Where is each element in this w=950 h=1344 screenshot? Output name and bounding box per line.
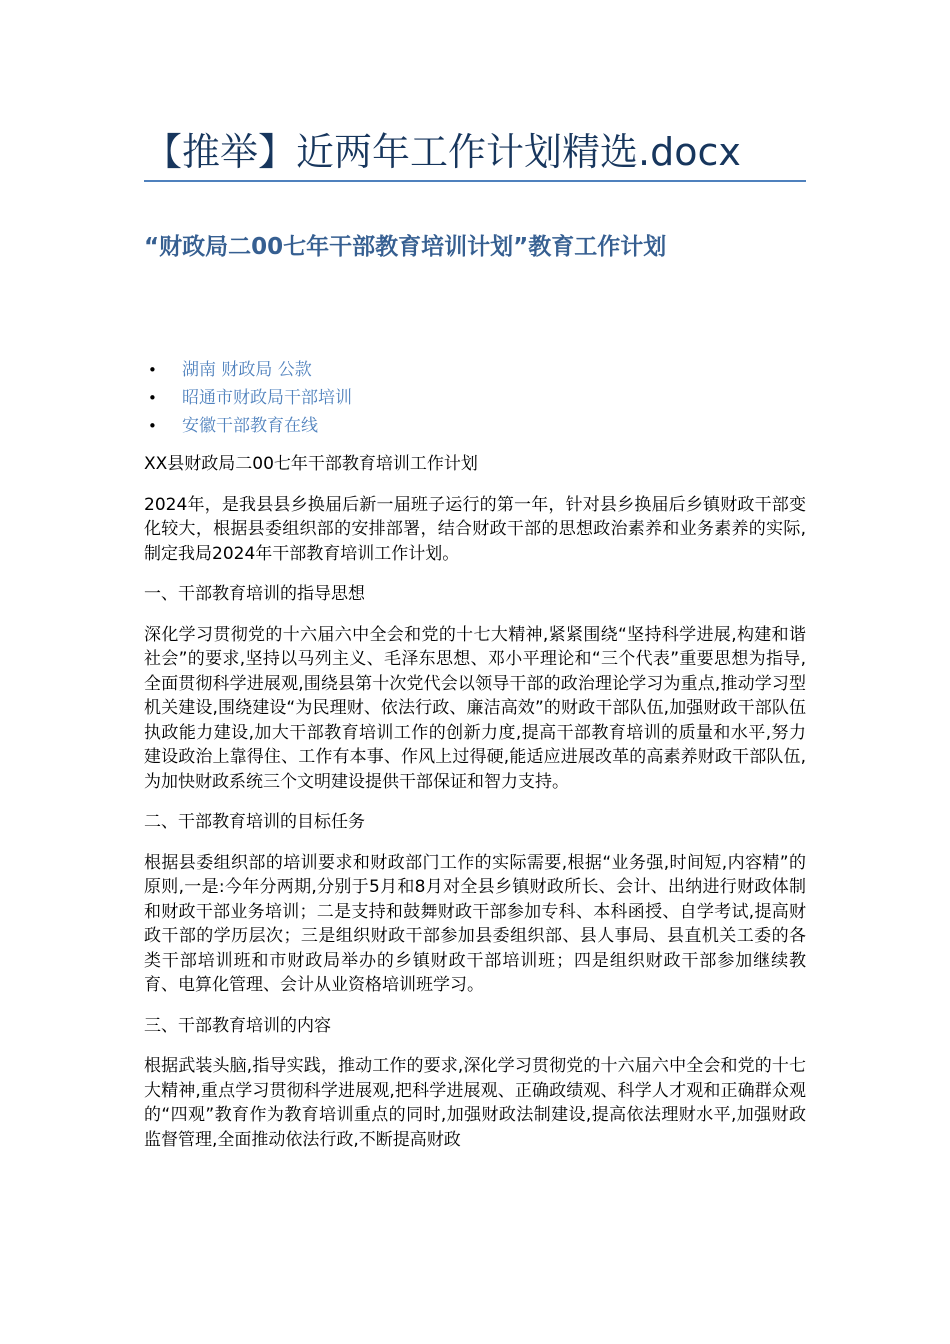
section-heading-goals: 二、干部教育培训的目标任务 (144, 812, 365, 832)
related-links-list (144, 356, 806, 440)
title-underline (144, 180, 806, 182)
goals-paragraph: 根据县委组织部的培训要求和财政部门工作的实际需要,根据“业务强,时间短,内容精”的原则,一是:今年分两期,分别于5月和8月对全县乡镇财政所长、会计、出纳进行财政体制和财政干部业务培训；二是支持和鼓舞财政干部参加专科、本科函授、自学考试,提高财政干部的学历层次；三是组织财政干部参加县委组织部、县人事局、县直机关工委的各类干部培训班和市财政局举办的乡镇财政干部培训班；四是组织财政干部参加继续教育、电算化管理、会计从业资格培训班学习。 (144, 852, 806, 995)
list-item (144, 384, 806, 412)
related-link-3[interactable]: 安徽干部教育在线 (182, 416, 318, 436)
document-subtitle: “财政局二00七年干部教育培训计划”教育工作计划 (144, 234, 667, 260)
document-body (144, 452, 806, 1168)
bullet-icon: • (148, 389, 157, 407)
list-item (144, 356, 806, 384)
related-link-2[interactable]: 昭通市财政局干部培训 (182, 388, 352, 408)
section-heading-content: 三、干部教育培训的内容 (144, 1015, 331, 1036)
document-title: 【推举】近两年工作计划精选.docx (144, 130, 741, 174)
bullet-icon: • (148, 417, 157, 435)
intro-paragraph: 2024年，是我县县乡换届后新一届班子运行的第一年，针对县乡换届后乡镇财政干部变化较大，根据县委组织部的安排部署，结合财政干部的思想政治素养和业务素养的实际,制定我局2024年干部教育培训工作计划。 (144, 494, 806, 564)
section-heading-guiding-ideology: 一、干部教育培训的指导思想 (144, 584, 365, 604)
plan-heading: XX县财政局二00七年干部教育培训工作计划 (144, 454, 478, 474)
bullet-icon: • (148, 361, 157, 379)
guiding-ideology-paragraph: 深化学习贯彻党的十六届六中全会和党的十七大精神,紧紧围绕“坚持科学进展,构建和谐社会”的要求,坚持以马列主义、毛泽东思想、邓小平理论和“三个代表”重要思想为指导,全面贯彻科学进展观,围绕县第十次党代会以领导干部的政治理论学习为重点,推动学习型机关建设,围绕建设“为民理财、依法行政、廉洁高效”的财政干部队伍,加强财政干部队伍执政能力建设,加大干部教育培训工作的创新力度,提高干部教育培训的质量和水平,努力建设政治上靠得住、工作有本事、作风上过得硬,能适应进展改革的高素养财政干部队伍,为加快财政系统三个文明建设提供干部保证和智力支持。 (144, 624, 806, 792)
content-paragraph: 根据武装头脑,指导实践，推动工作的要求,深化学习贯彻党的十六届六中全会和党的十七大精神,重点学习贯彻科学进展观,把科学进展观、正确政绩观、科学人才观和正确群众观的“四观”教育作为教育培训重点的同时,加强财政法制建设,提高依法理财水平,加强财政监督管理,全面推动依法行政,不断提高财政 (144, 1056, 806, 1150)
related-link-1[interactable]: 湖南 财政局 公款 (182, 360, 312, 380)
list-item (144, 412, 806, 440)
